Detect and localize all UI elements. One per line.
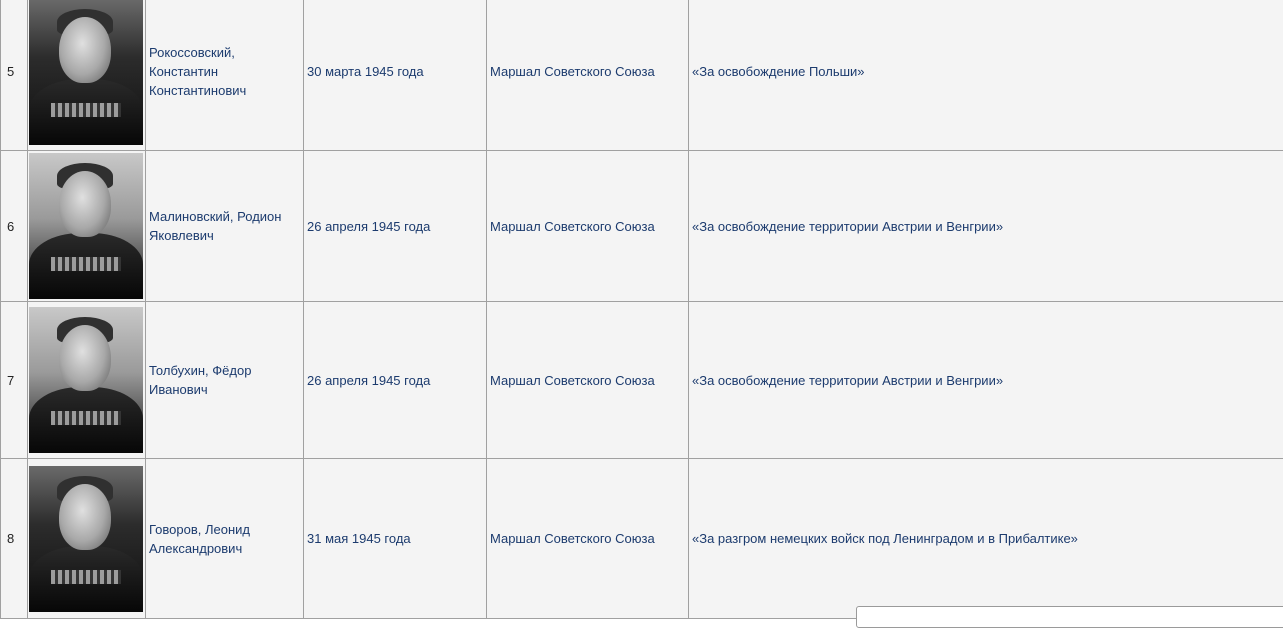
portrait-photo[interactable] (28, 302, 146, 459)
person-name-link[interactable]: Толбухин, Фёдор Иванович (146, 302, 304, 459)
table-row (1, 302, 1283, 459)
table-row (1, 151, 1283, 302)
rank-link[interactable]: Маршал Советского Союза (487, 302, 689, 459)
popup-box[interactable] (856, 606, 1283, 628)
award-date: 26 апреля 1945 года (304, 151, 487, 302)
person-name-link[interactable]: Рокоссовский, Константин Константинович (146, 0, 304, 151)
row-number: 6 (1, 151, 28, 302)
medal-name: «За освобождение Польши» (689, 0, 1283, 151)
person-name-link[interactable]: Говоров, Леонид Александрович (146, 459, 304, 619)
row-number: 5 (1, 0, 28, 151)
award-date: 31 мая 1945 года (304, 459, 487, 619)
rank-link[interactable]: Маршал Советского Союза (487, 459, 689, 619)
row-number: 8 (1, 459, 28, 619)
portrait-photo[interactable] (28, 459, 146, 619)
table-row (1, 459, 1283, 619)
rank-link[interactable]: Маршал Советского Союза (487, 0, 689, 151)
medal-name: «За освобождение территории Австрии и Венгрии» (689, 151, 1283, 302)
rank-link[interactable]: Маршал Советского Союза (487, 151, 689, 302)
person-name-link[interactable]: Малиновский, Родион Яковлевич (146, 151, 304, 302)
award-date: 26 апреля 1945 года (304, 302, 487, 459)
medal-name: «За освобождение территории Австрии и Венгрии» (689, 302, 1283, 459)
portrait-photo[interactable] (28, 0, 146, 151)
row-number: 7 (1, 302, 28, 459)
medal-name: «За разгром немецких войск под Ленинградом и в Прибалтике» (689, 459, 1283, 619)
table-row (1, 0, 1283, 151)
portrait-photo[interactable] (28, 151, 146, 302)
award-date: 30 марта 1945 года (304, 0, 487, 151)
